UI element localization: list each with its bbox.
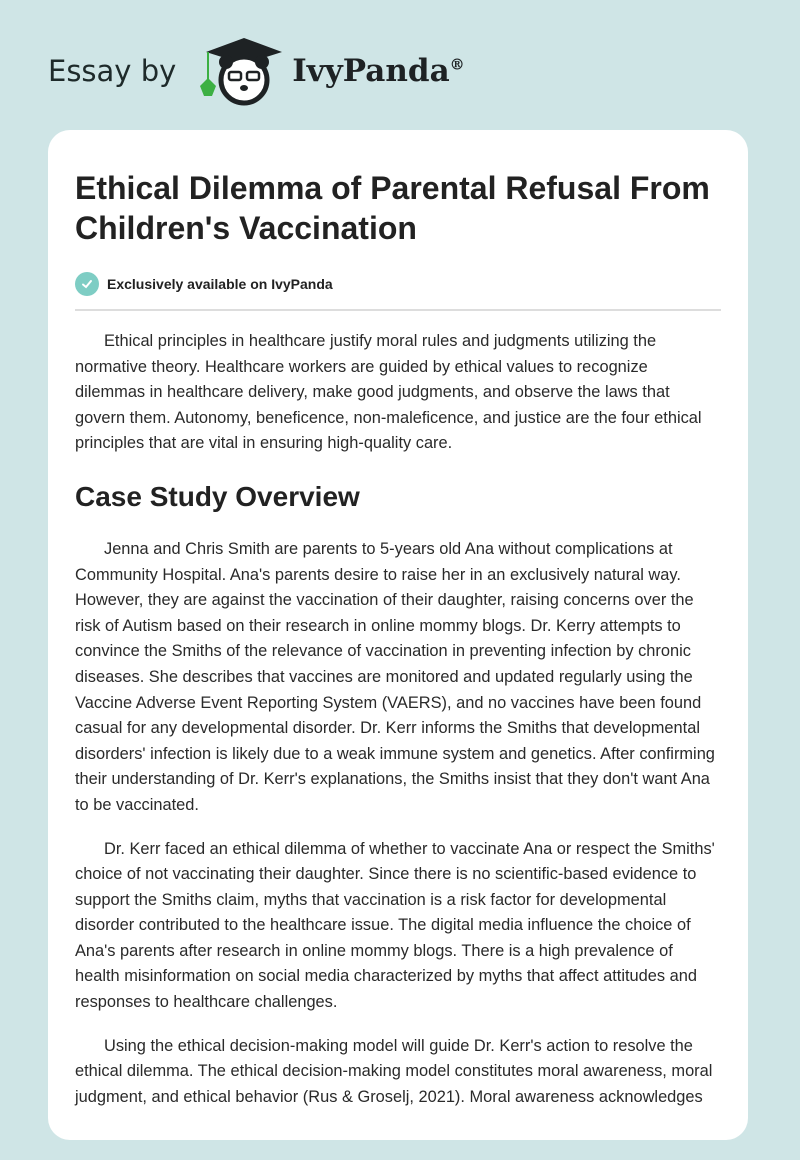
divider <box>75 309 721 311</box>
essay-card <box>48 130 748 1140</box>
registered-mark: ® <box>449 55 465 74</box>
site-header <box>48 36 465 106</box>
ivypanda-logo-icon[interactable] <box>196 36 284 106</box>
brand-name <box>292 53 464 89</box>
body-paragraph: Dr. Kerr faced an ethical dilemma of whether to vaccinate Ana or respect the Smiths' choice of not vaccinating their daughter. Since there is no scientific-based evidence to support the Smiths claim, myths that vaccination is a risk factor for developmental disorder contributed to the healthcare issue. The digital media influence the choice of Ana's parents after research in online mommy blogs. There is a high prevalence of health misinformation on social media characterized by myths that affect attitudes and responses to healthcare challenges. <box>75 839 715 1012</box>
essay-title: Ethical Dilemma of Parental Refusal From Children's Vaccination <box>75 170 710 246</box>
brand-text: IvyPanda <box>292 53 450 89</box>
badge-label: Exclusively available on IvyPanda <box>107 276 333 292</box>
section-heading: Case Study Overview <box>75 480 360 512</box>
body-paragraph: Using the ethical decision-making model will guide Dr. Kerr's action to resolve the ethical dilemma. The ethical decision-making model constitutes moral awareness, moral judgment, and ethical behavior (Rus & Groselj, 2021). Moral awareness acknowledges <box>75 1036 713 1106</box>
check-circle-icon <box>75 272 99 296</box>
essay-by-label: Essay by <box>48 54 177 88</box>
body-paragraph: Jenna and Chris Smith are parents to 5-years old Ana without complications at Community Hospital. Ana's parents desire to raise her in an exclusively natural way. However, they are against the vaccination of their daughter, raising concerns over the risk of Autism based on their research in online mommy blogs. Dr. Kerry attempts to convince the Smiths of the relevance of vaccination in preventing infection by chronic diseases. She describes that vaccines are monitored and updated regularly using the Vaccine Adverse Event Reporting System (VAERS), and no vaccines have been found casual for any developmental disorder. Dr. Kerr informs the Smiths that developmental disorders' infection is likely due to a weak immune system and genetics. After confirming their understanding of Dr. Kerr's explanations, the Smiths insist that they don't want Ana to be vaccinated. <box>75 539 715 814</box>
intro-paragraph: Ethical principles in healthcare justify moral rules and judgments utilizing the normative theory. Healthcare workers are guided by ethical values to recognize dilemmas in healthcare delivery, make good judgments, and observe the laws that govern them. Autonomy, beneficence, non-maleficence, and justice are the four ethical principles that are vital in ensuring high-quality care. <box>75 332 702 453</box>
exclusive-badge <box>75 272 721 296</box>
